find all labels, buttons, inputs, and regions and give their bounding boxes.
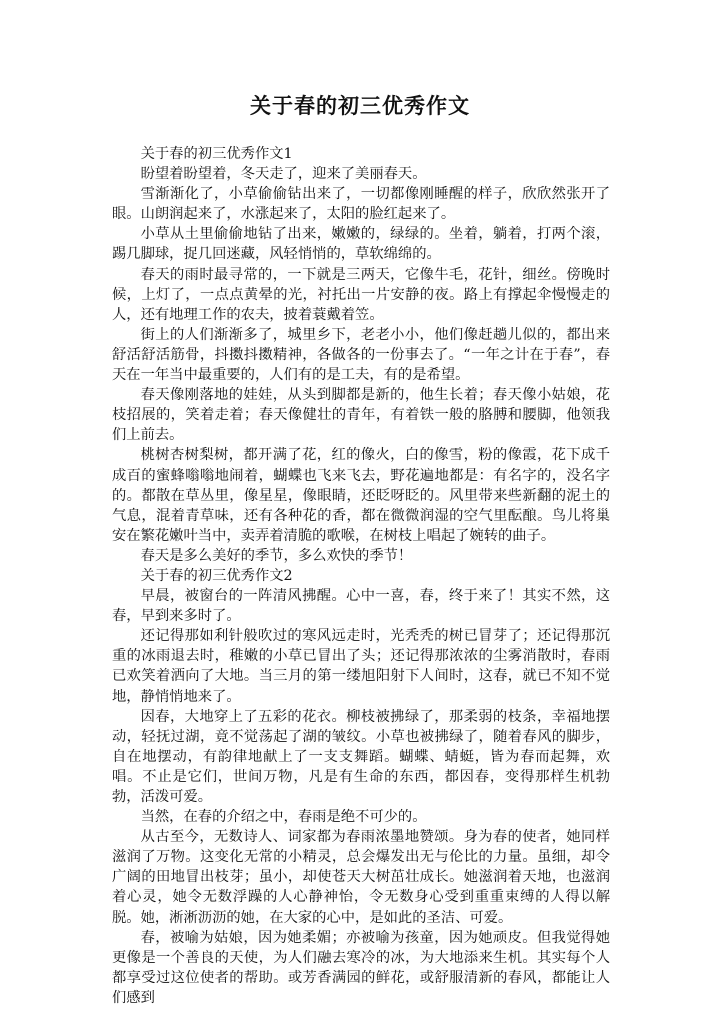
paragraph: 从古至今，无数诗人、词家都为春雨浓墨地赞颂。身为春的使者，她同样滋润了万物。这变化无常的小精灵，总会爆发出无与伦比的力量。虽细，却令广阔的田地冒出枝芽；虽小，却使苍天大树茁壮成长。她滋润着天地，也滋润着心灵，她令无数浮躁的人心静神怡，令无数身心受到重重束缚的人得以解脱。她，淅淅沥沥的她，在大家的心中，是如此的圣洁、可爱。 [112, 829, 610, 926]
paragraph: 春天的雨时最寻常的，一下就是三两天，它像牛毛，花针，细丝。傍晚时候，上灯了，一点点黄晕的光，衬托出一片安静的夜。路上有撑起伞慢慢走的人，还有地理工作的农夫，披着蓑戴着笠。 [112, 266, 610, 323]
paragraph: 早晨，被窗台的一阵清风拂醒。心中一喜，春，终于来了！其实不然，这春，早到来多时了。 [112, 588, 610, 625]
paragraph: 关于春的初三优秀作文1 [140, 146, 293, 162]
paragraph: 当然，在春的介绍之中，春雨是绝不可少的。 [140, 809, 427, 826]
paragraph: 还记得那如利针般吹过的寒风远走时，光秃秃的树已冒芽了；还记得那沉重的冰雨退去时，稚嫩的小草已冒出了头；还记得那浓浓的尘雾消散时，春雨已欢笑着洒向了大地。当三月的第一缕旭阳射下人间时，这春，就已不知不觉地，静悄悄地来了。 [112, 628, 610, 705]
document-title: 关于春的初三优秀作文 [250, 93, 470, 118]
paragraph: 因春，大地穿上了五彩的花衣。柳枝被拂绿了，那柔弱的枝条，幸福地摆动，轻抚过湖，竟不觉荡起了湖的皱纹。小草也被拂绿了，随着春风的脚步，自在地摆动，有韵律地献上了一支支舞蹈。蝴蝶、蜻蜓，皆为春而起舞，欢唱。不止是它们，世间万物，凡是有生命的东西，都因春，变得那样生机勃勃，活泼可爱。 [112, 708, 610, 805]
paragraph: 春，被喻为姑娘，因为她柔媚；亦被喻为孩童，因为她顽皮。但我觉得她更像是一个善良的天使，为人们融去寒冷的冰，为大地添来生机。其实每个人都享受过这位使者的帮助。或芳香满园的鲜花，或舒服清新的春风，都能让人们感到 [112, 929, 610, 1006]
paragraph: 盼望着盼望着，冬天走了，迎来了美丽春天。 [140, 166, 427, 183]
paragraph: 小草从土里偷偷地钻了出来，嫩嫩的，绿绿的。坐着，躺着，打两个滚，踢几脚球，捉几回迷藏，风轻悄悄的，草软绵绵的。 [112, 226, 610, 263]
paragraph: 桃树杏树梨树，都开满了花，红的像火，白的像雪，粉的像霞，花下成千成百的蜜蜂嗡嗡地闹着，蝴蝶也飞来飞去，野花遍地都是：有名字的，没名字的。都散在草丛里，像星星，像眼睛，还眨呀眨的。风里带来些新翻的泥土的气息，混着青草味，还有各种花的香，都在微微润湿的空气里酝酿。鸟儿将巢安在繁花嫩叶当中，卖弄着清脆的歌喉，在树枝上唱起了婉转的曲子。 [112, 447, 610, 544]
paragraph: 关于春的初三优秀作文2 [140, 567, 293, 584]
paragraph: 春天是多么美好的季节，多么欢快的季节！ [140, 547, 413, 564]
paragraph: 雪渐渐化了，小草偷偷钻出来了，一切都像刚睡醒的样子，欣欣然张开了眼。山朗润起来了，水涨起来了，太阳的脸红起来了。 [112, 186, 610, 223]
document-body [112, 144, 610, 1008]
paragraph: 春天像刚落地的娃娃，从头到脚都是新的，他生长着；春天像小姑娘，花枝招展的，笑着走着；春天像健壮的青年，有着铁一般的胳膊和腰脚，他领我们上前去。 [112, 387, 610, 444]
paragraph: 街上的人们渐渐多了，城里乡下，老老小小，他们像赶趟儿似的，都出来舒活舒活筋骨，抖擞抖擞精神，各做各的一份事去了。“一年之计在于春”，春天在一年当中最重要的，人们有的是工夫，有的是希望。 [112, 326, 610, 384]
